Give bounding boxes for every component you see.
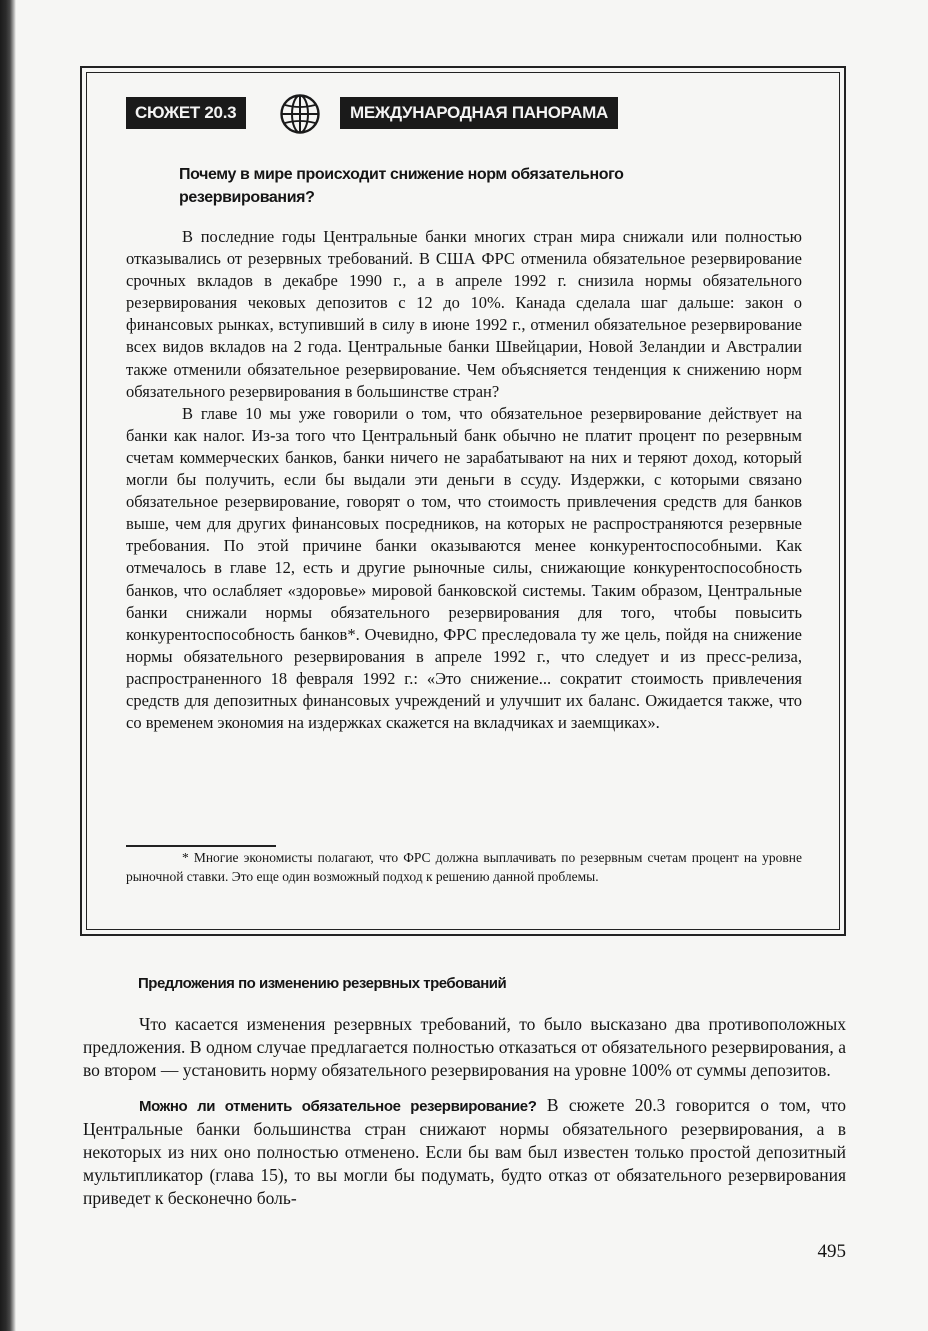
page-scan-edge [0, 0, 16, 1331]
footnote: * Многие экономисты полагают, что ФРС должна выплачивать по резервным счетам процент на уровне рыночной ставки. Это еще один возможный подход к решению данной проблемы. [126, 850, 802, 884]
page-number: 495 [817, 1241, 846, 1262]
run-in-heading: Можно ли отменить обязательное резервирование? [139, 1098, 537, 1115]
section-heading: Предложения по изменению резервных требований [138, 975, 507, 992]
feature-tag: СЮЖЕТ 20.3 [126, 97, 246, 129]
feature-paragraph: В последние годы Центральные банки многих стран мира снижали или полностью отказывались от резервных требований. В США ФРС отменила обязательное резервирование срочных вкладов в декабре 1990 г., а в апреле 1992 г. снизила нормы обязательного резервирования чековых депозитов с 12 до 10%. Канада сделала шаг дальше: закон о финансовых рынках, вступивший в силу в июне 1992 г., отменил обязательное резервирование всех видов вкладов на 2 года. Центральные банки Швейцарии, Новой Зеландии и Австралии также отменили обязательное резервирование. Чем объясняется тенденция к снижению норм обязательного резервирования в большинстве стран? [126, 227, 802, 401]
feature-box [80, 66, 846, 936]
body-paragraph: Что касается изменения резервных требований, то было высказано два противоположных предложения. В одном случае предлагается полностью отказаться от обязательного резервирования, а во втором — установить норму обязательного резервирования на уровне 100% от суммы депозитов. [83, 1014, 846, 1080]
body-paragraph-text: В сюжете 20.3 говорится о том, что Центральные банки большинства стран снижают нормы обязательного резервирования, а в некоторых из них оно полностью отменено. Если бы вам был известен только простой депозитный мультипликатор (глава 15), то вы могли бы подумать, будто отказ от обязательного резервирования приведет к бесконечно боль- [83, 1095, 846, 1208]
feature-paragraph: В главе 10 мы уже говорили о том, что обязательное резервирование действует на банки как налог. Из-за того что Центральный банк обычно не платит процент по резервным счетам коммерческих банков, банки ничего не зарабатывают на них и теряют доход, который могли бы получить, если бы выдали эти деньги в ссуду. Издержки, с которыми связано обязательное резервирование, говорят о том, что стоимость привлечения средств для банков выше, чем для других финансовых посредников, на которых не распространяются резервные требования. По этой причине банки оказываются менее конкурентоспособными. Как отмечалось в главе 12, есть и другие рыночные силы, снижающие конкурентоспособность банков, что ослабляет «здоровье» мировой банковской системы. Таким образом, Центральные банки снижали нормы обязательного резервирования для того, чтобы повысить конкурентоспособность банков*. Очевидно, ФРС преследовала ту же цель, пойдя на снижение нормы обязательного резервирования в апреле 1992 г., что следует и из пресс-релиза, распространенного 18 февраля 1992 г.: «Это снижение... сократит стоимость привлечения средств для депозитных финансовых учреждений и улучшит их баланс. Ожидается также, что со временем экономия на издержках скажется на вкладчиках и заемщиках». [126, 403, 802, 733]
section-label: МЕЖДУНАРОДНАЯ ПАНОРАМА [340, 97, 618, 129]
main-body [83, 1013, 846, 1210]
feature-title: Почему в мире происходит снижение норм обязательного резервирования? [179, 166, 624, 206]
body-paragraph [83, 1094, 846, 1210]
footnote-rule [126, 845, 276, 847]
globe-icon [278, 92, 322, 136]
feature-body [126, 226, 802, 734]
